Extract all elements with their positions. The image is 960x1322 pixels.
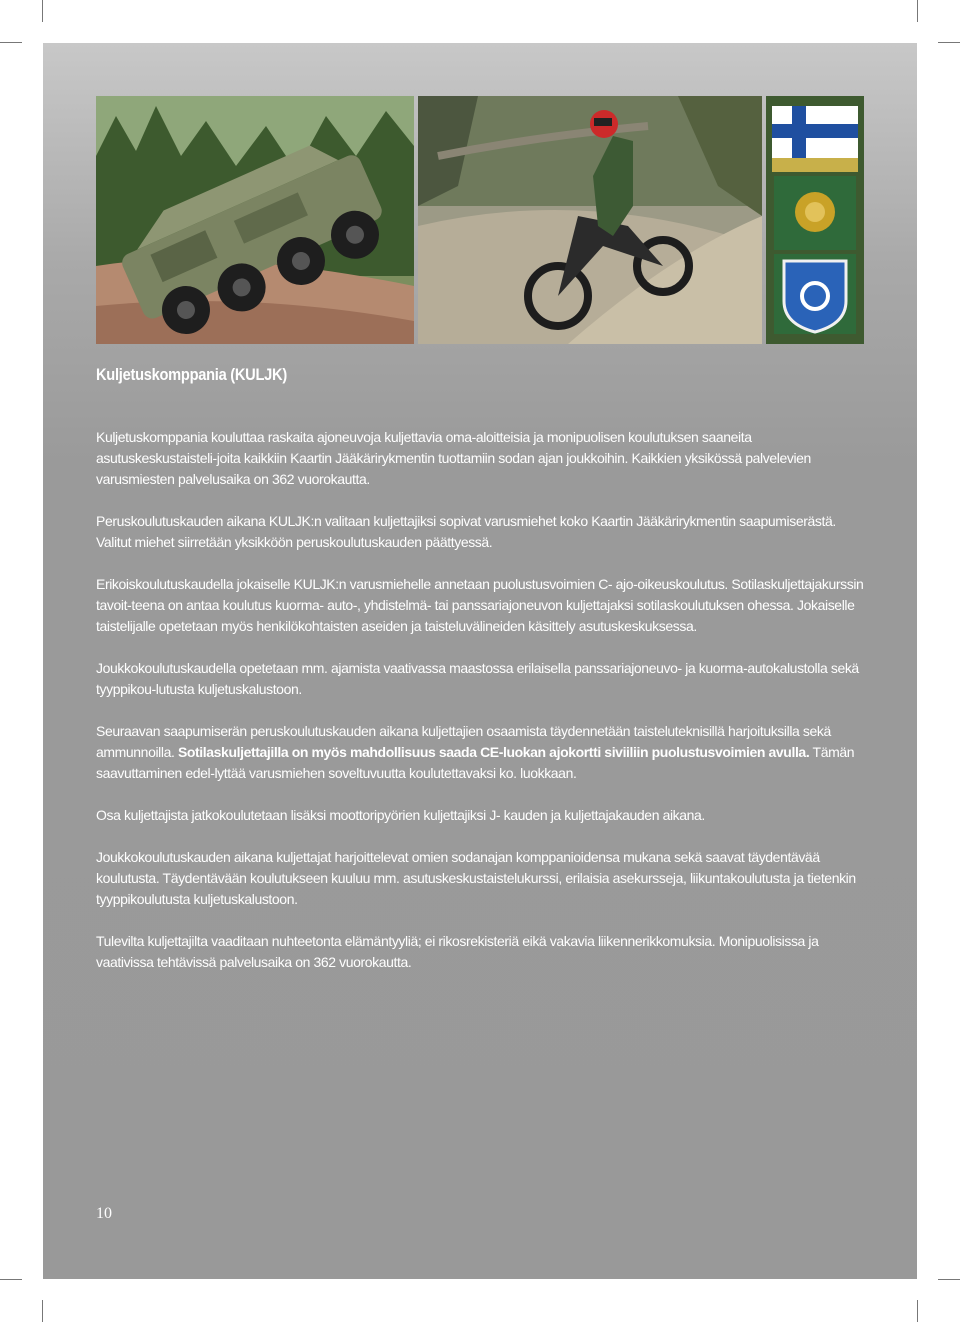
insignia-photo: [766, 96, 864, 344]
paragraph-5-bold-text: Sotilaskuljettajilla on myös mahdollisuus saada CE-luokan ajokortti siviiliin puolustusvoimien avulla.: [177, 744, 810, 760]
paragraph-5: [96, 721, 868, 784]
crop-mark: [0, 42, 22, 43]
photo-strip: [96, 96, 864, 344]
article-content: [96, 365, 868, 994]
crop-mark: [917, 1300, 918, 1322]
page-number: 10: [96, 1205, 112, 1222]
crop-mark: [42, 0, 43, 22]
document-page: [43, 43, 917, 1279]
crop-mark: [917, 0, 918, 22]
paragraph-7: Joukkokoulutuskauden aikana kuljettajat harjoittelevat omien sodanajan komppanioidensa mukana sekä saavat täydentävää koulutusta. Täydentävään koulutukseen kuuluu mm. asutuskeskustaistelukurssi, erilaisia asekursseja, liikuntakoulutusta ja tietenkin tyyppikoulutusta kuljetuskalustoon.: [96, 849, 856, 907]
paragraph-3: Erikoiskoulutuskaudella jokaiselle KULJK:n varusmiehelle annetaan puolustusvoimien C- ajo-oikeuskoulutus. Sotilaskuljettajakurssin tavoit-teena on antaa koulutus kuorma- auto-, yhdistelmä- tai panssariajoneuvon kuljettajaksi sotilaskoulutuksen ohessa. Jokaiselle taistelijalle opetetaan myös henkilökohtaisten aseiden ja taisteluvälineiden käsittely asutuskeskuksessa.: [96, 576, 864, 634]
paragraph-8: Tulevilta kuljettajilta vaaditaan nuhteetonta elämäntyyliä; ei rikosrekisteriä eikä vakavia liikennerikkomuksia. Monipuolisissa ja vaativissa tehtävissä palvelusaika on 362 vuorokautta.: [96, 933, 819, 970]
motorcycle-photo: [418, 96, 762, 344]
paragraph-2: Peruskoulutuskauden aikana KULJK:n valitaan kuljettajiksi sopivat varusmiehet koko Kaartin Jääkärirykmentin saapumiserästä. Valitut miehet siirretään yksikköön peruskoulutuskauden päättyessä.: [96, 513, 836, 550]
crop-mark: [938, 42, 960, 43]
crop-mark: [42, 1300, 43, 1322]
section-heading: Kuljetuskomppania (KULJK): [96, 365, 287, 384]
armored-vehicle-photo: [96, 96, 414, 344]
paragraph-6: Osa kuljettajista jatkokoulutetaan lisäksi moottoripyörien kuljettajiksi J- kauden ja kuljettajakauden aikana.: [96, 807, 705, 823]
paragraph-4: Joukkokoulutuskaudella opetetaan mm. ajamista vaativassa maastossa erilaisella panssariajoneuvo- ja kuorma-autokalustolla sekä tyyppikou-lutusta kuljetuskalustoon.: [96, 660, 859, 697]
paragraph-5-text-before: Seuraavan saapumiserän peruskoulutuskauden aikana kuljettajien osaamista täydennetään taisteluteknisillä harjoituksilla sekä ammunnoilla.: [96, 723, 831, 760]
crop-mark: [0, 1279, 22, 1280]
paragraph-1: Kuljetuskomppania kouluttaa raskaita ajoneuvoja kuljettavia oma-aloitteisia ja monipuolisen koulutuksen saaneita asutuskeskustaisteli-joita kaikkiin Kaartin Jääkärirykmentin tuottamiin sodan ajan joukkoihin. Kaikkien yksikössä palvelevien varusmiesten palvelusaika on 362 vuorokautta.: [96, 429, 811, 487]
paragraph-5-text-after: Tämän saavuttaminen edel-lyttää varusmiehen soveltuvuutta koulutettavaksi ko. luokkaan.: [96, 744, 855, 781]
crop-mark: [938, 1279, 960, 1280]
